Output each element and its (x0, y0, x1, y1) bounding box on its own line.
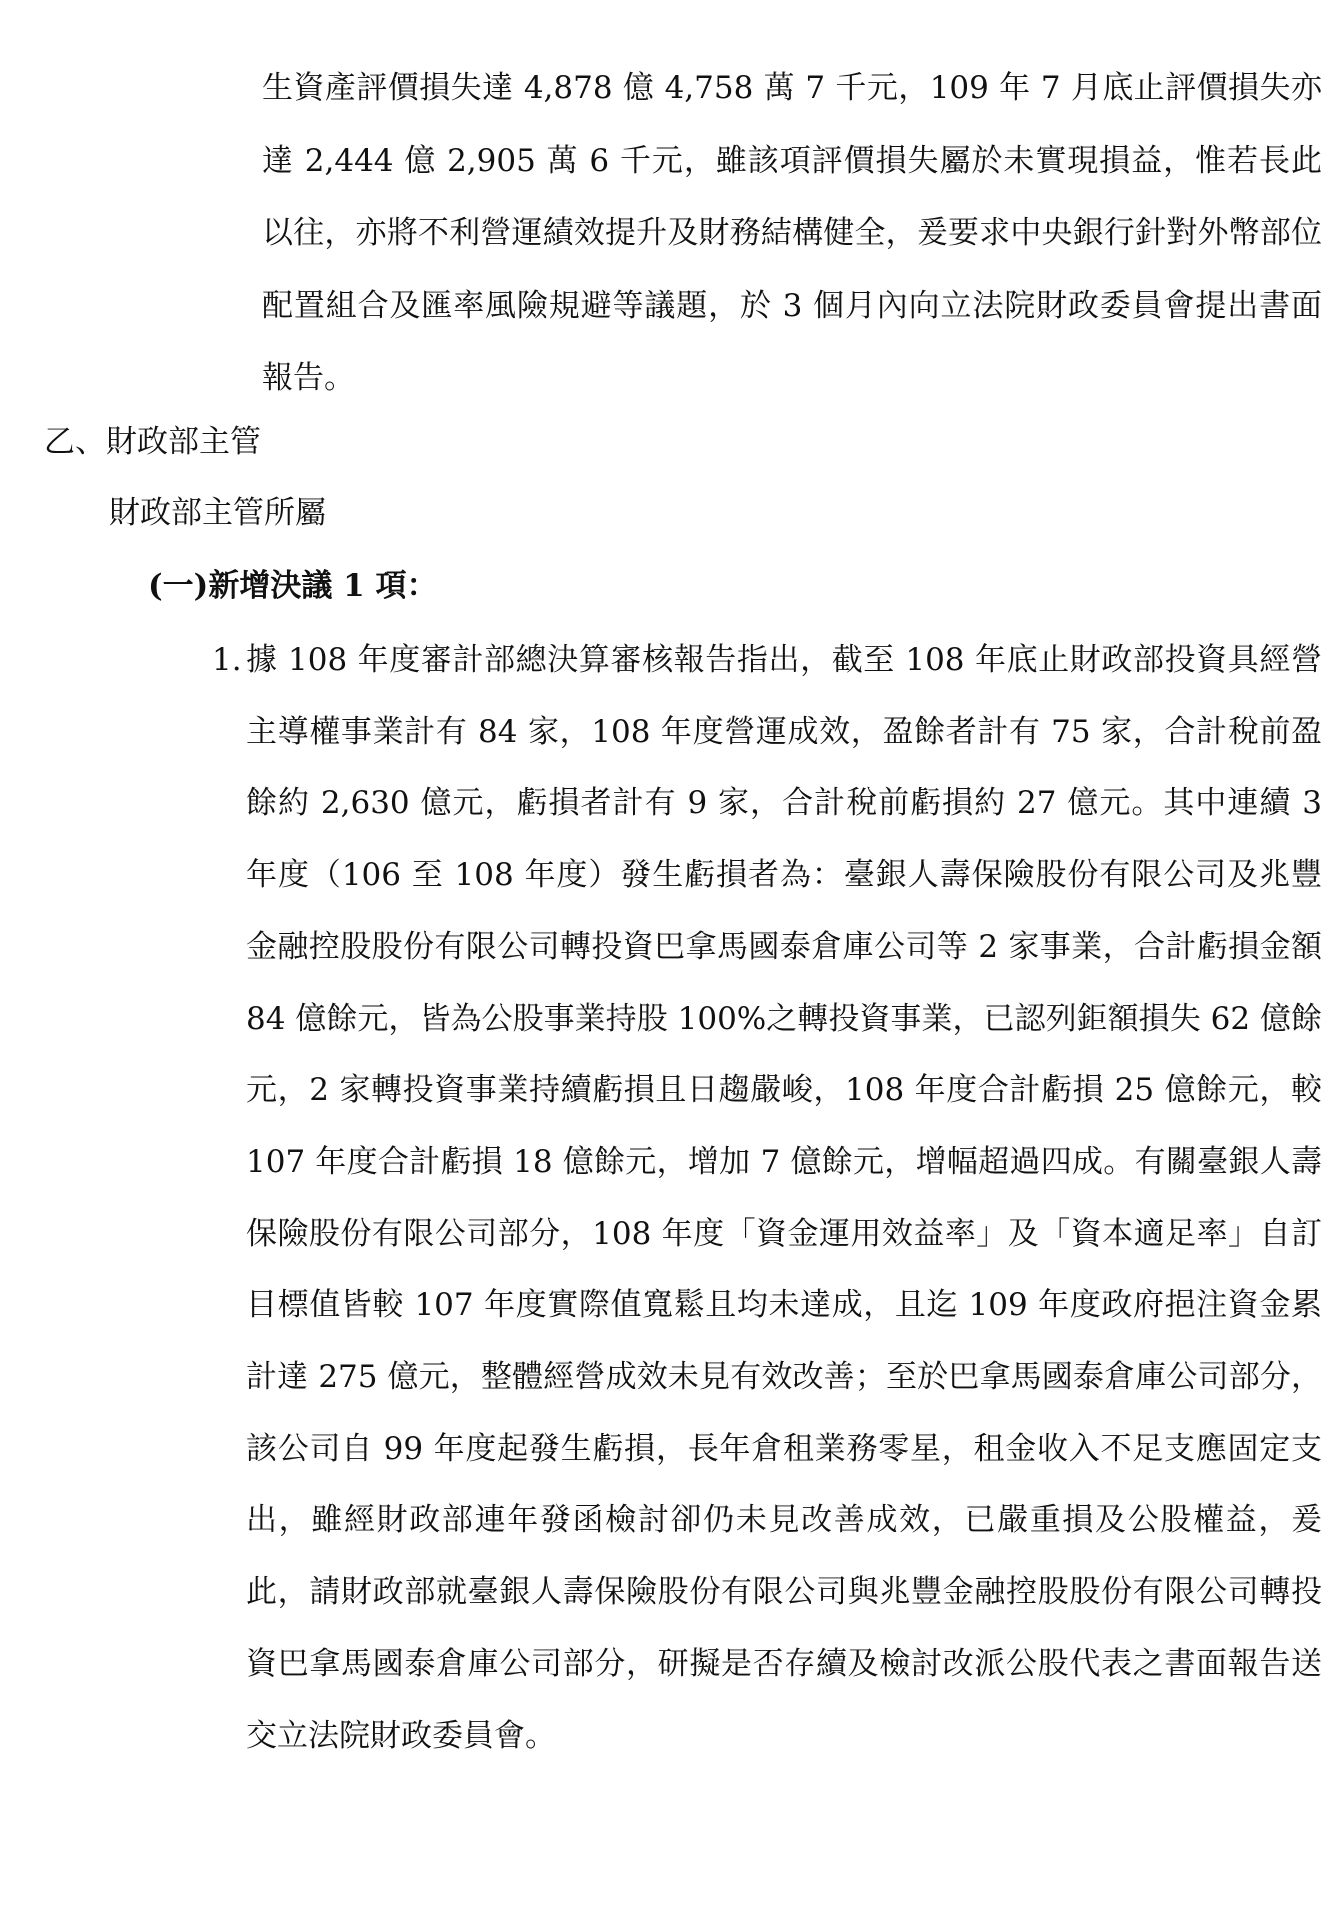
list-item-text: 據 108 年度審計部總決算審核報告指出，截至 108 年底止財政部投資具經營主導權事業計有 84 家，108 年度營運成效，盈餘者計有 75 家，合計稅前盈餘約 2,630 億元，虧損者計有 9 家，合計稅前虧損約 27 億元。其中連續 3 年度（106 至 108 年度）發生虧損者為：臺銀人壽保險股份有限公司及兆豐金融控股股份有限公司轉投資巴拿馬國泰倉庫公司等 2 家事業，合計虧損金額 84 億餘元，皆為公股事業持股 100%之轉投資事業，已認列鉅額損失 62 億餘元，2 家轉投資事業持續虧損且日趨嚴峻，108 年度合計虧損 25 億餘元，較 107 年度合計虧損 18 億餘元，增加 7 億餘元，增幅超過四成。有關臺銀人壽保險股份有限公司部分，108 年度「資金運用效益率」及「資本適足率」自訂目標值皆較 107 年度實際值寬鬆且均未達成，且迄 109 年度政府挹注資金累計達 275 億元，整體經營成效未見有效改善；至於巴拿馬國泰倉庫公司部分，該公司自 99 年度起發生虧損，長年倉租業務零星，租金收入不足支應固定支出，雖經財政部連年發函檢討卻仍未見改善成效，已嚴重損及公股權益，爰此，請財政部就臺銀人壽保險股份有限公司與兆豐金融控股股份有限公司轉投資巴拿馬國泰倉庫公司部分，研擬是否存續及檢討改派公股代表之書面報告送交立法院財政委員會。 (246, 642, 1322, 1754)
resolution-heading: (一)新增決議 1 項： (148, 568, 438, 604)
subsection-heading-affiliates: 財政部主管所屬 (109, 495, 326, 531)
list-item-number: 1. (212, 642, 242, 678)
continuation-paragraph: 生資產評價損失達 4,878 億 4,758 萬 7 千元，109 年 7 月底止評價損失亦達 2,444 億 2,905 萬 6 千元，雖該項評價損失屬於未實現損益，惟若長此以往，亦將不利營運績效提升及財務結構健全，爰要求中央銀行針對外幣部位配置組合及匯率風險規避等議題，於 3 個月內向立法院財政委員會提出書面報告。 (262, 70, 1322, 396)
section-heading-finance-ministry: 乙、財政部主管 (44, 424, 261, 460)
